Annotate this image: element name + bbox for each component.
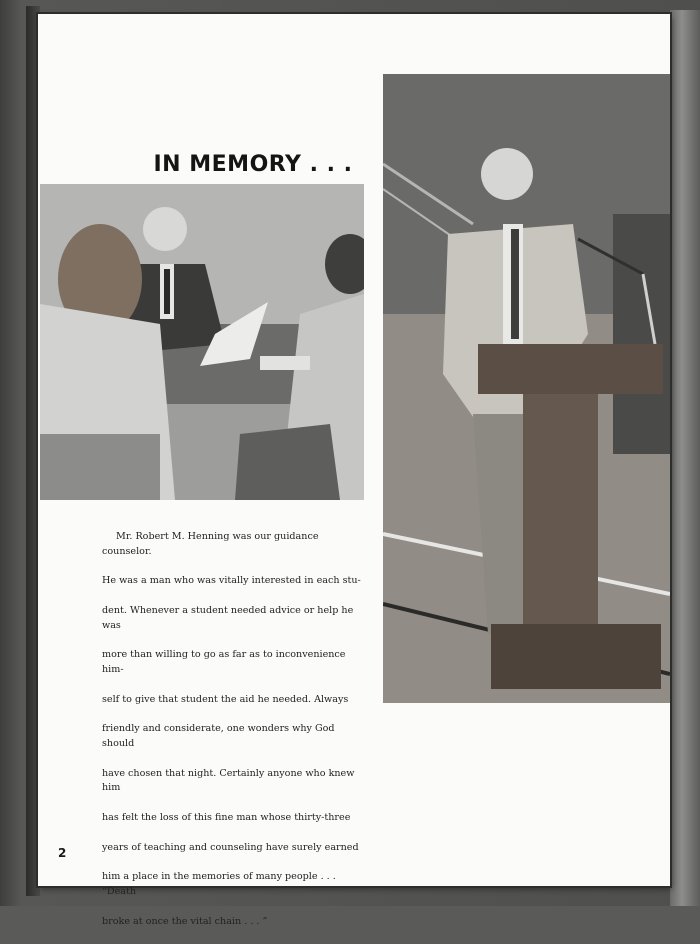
- text-line: has felt the loss of this fine man whose thirty-three: [102, 811, 351, 823]
- text-line: dent. Whenever a student needed advice or help he was: [102, 604, 354, 631]
- text-line: Mr. Robert M. Henning was our guidance counselor.: [102, 530, 319, 557]
- text-line: have chosen that night. Certainly anyone who knew him: [102, 767, 355, 794]
- text-line: more than willing to go as far as to inconvenience him-: [102, 649, 346, 675]
- photo-counseling-session: [40, 184, 364, 500]
- text-line: He was a man who was vitally interested in each stu-: [102, 575, 361, 587]
- text-line: broke at once the vital chain . . . ”: [102, 915, 268, 927]
- text-line: self to give that student the aid he needed. Always: [102, 693, 349, 705]
- page-title: IN MEMORY . . .: [153, 152, 353, 177]
- page-edge: [670, 10, 700, 906]
- text-line: years of teaching and counseling have surely earned: [102, 841, 359, 853]
- page-number: 2: [58, 846, 67, 860]
- text-line: friendly and considerate, one wonders why God should: [102, 723, 335, 749]
- memorial-text: [102, 515, 368, 944]
- photo-speaker-at-podium: [383, 74, 670, 703]
- text-line: him a place in the memories of many people . . . “Death: [102, 871, 336, 897]
- yearbook-page: [38, 14, 670, 927]
